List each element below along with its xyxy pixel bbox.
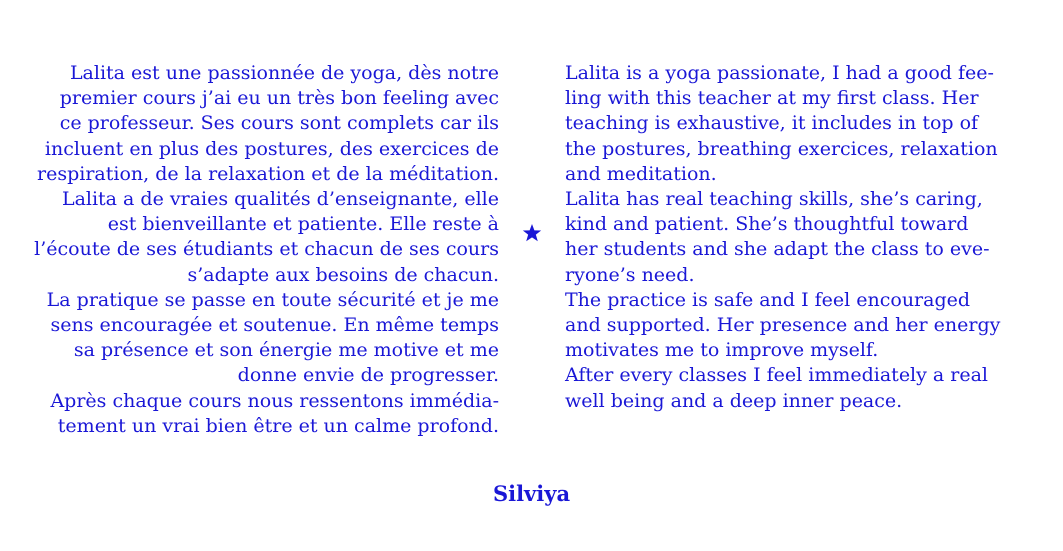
french-line: donne envie de progresser. xyxy=(237,364,499,387)
english-line: and supported. Her presence and her energy xyxy=(565,314,1001,337)
english-line: motivates me to improve myself. xyxy=(565,339,879,362)
english-line: kind and patient. She’s thoughtful toward xyxy=(565,213,969,236)
english-line: ryone’s need. xyxy=(565,263,695,286)
english-line: ling with this teacher at my first class. Her xyxy=(565,87,979,110)
french-line: Lalita a de vraies qualités d’enseignante, elle xyxy=(61,188,499,211)
english-testimonial xyxy=(565,61,1035,414)
english-line: Lalita is a yoga passionate, I had a good fee- xyxy=(565,62,994,84)
french-line: Lalita est une passionnée de yoga, dès notre xyxy=(69,62,499,84)
english-line: the postures, breathing exercices, relaxation xyxy=(565,137,998,160)
english-line: her students and she adapt the class to eve- xyxy=(565,238,990,261)
french-line: tement un vrai bien être et un calme profond. xyxy=(57,414,499,437)
french-line: respiration, de la relaxation et de la méditation. xyxy=(37,162,499,185)
english-line: well being and a deep inner peace. xyxy=(565,389,903,412)
french-line: La pratique se passe en toute sécurité et je me xyxy=(46,288,499,311)
french-line: premier cours j’ai eu un très bon feeling avec xyxy=(59,87,499,110)
english-line: After every classes I feel immediately a real xyxy=(565,364,989,387)
english-line: teaching is exhaustive, it includes in top of xyxy=(565,112,979,135)
english-line: Lalita has real teaching skills, she’s caring, xyxy=(565,188,983,211)
french-testimonial xyxy=(0,61,499,439)
french-line: Après chaque cours nous ressentons immédia- xyxy=(50,389,499,412)
star-icon xyxy=(521,222,543,244)
french-line: l’écoute de ses étudiants et chacun de ses cours xyxy=(34,238,499,261)
french-line: s’adapte aux besoins de chacun. xyxy=(187,263,499,286)
french-line: est bienveillante et patiente. Elle reste à xyxy=(107,213,499,236)
french-line: ce professeur. Ses cours sont complets car ils xyxy=(59,112,499,135)
english-line: and meditation. xyxy=(565,162,717,185)
french-line: sens encouragée et soutenue. En même temps xyxy=(50,314,499,337)
author-signature: Silviya xyxy=(492,481,571,506)
english-line: The practice is safe and I feel encouraged xyxy=(565,288,971,311)
french-line: sa présence et son énergie me motive et me xyxy=(73,339,499,362)
french-line: incluent en plus des postures, des exercices de xyxy=(44,137,499,160)
